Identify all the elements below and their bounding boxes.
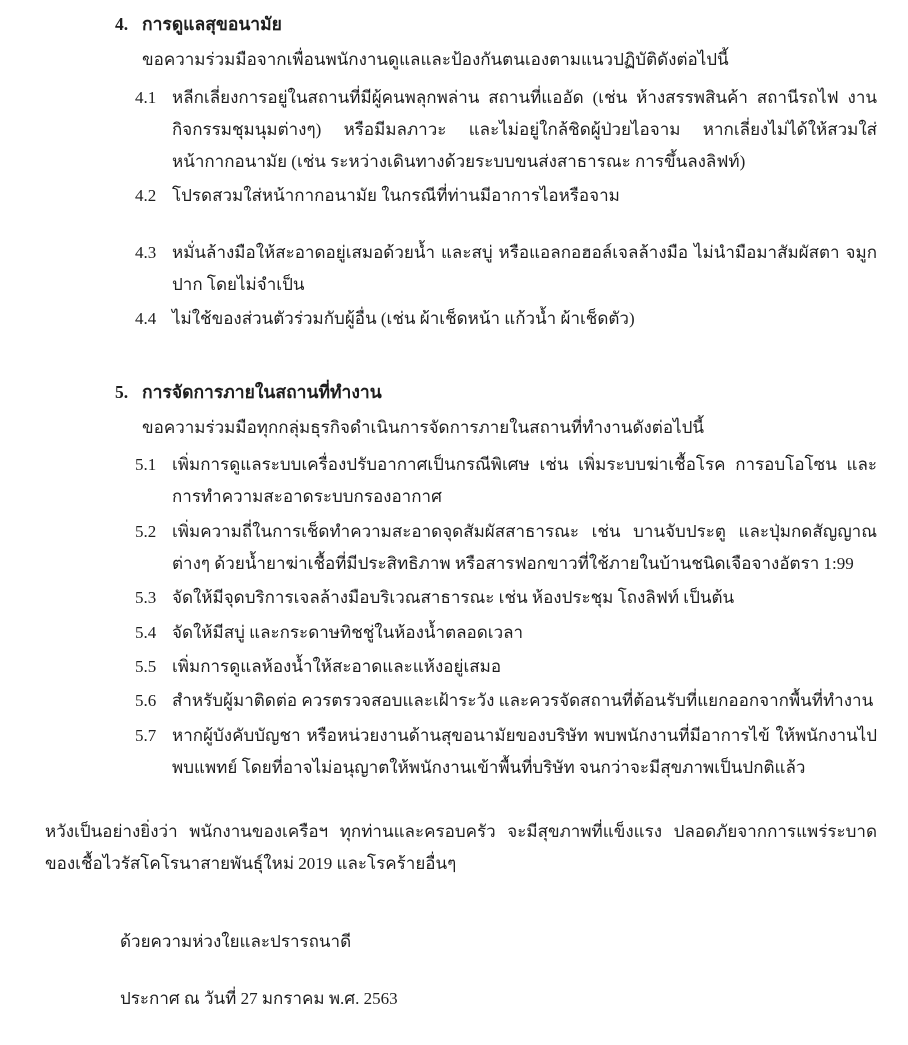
list-item-5-5 xyxy=(135,651,877,683)
item-text: ไม่ใช้ของส่วนตัวร่วมกับผู้อื่น (เช่น ผ้าเช็ดหน้า แก้วน้ำ ผ้าเช็ดตัว) xyxy=(172,309,635,329)
section-workplace-management xyxy=(0,376,877,785)
section-5-intro: ขอความร่วมมือทุกกลุ่มธุรกิจดำเนินการจัดการภายในสถานที่ทำงานดังต่อไปนี้ xyxy=(142,417,705,437)
section-health-hygiene xyxy=(0,8,877,336)
list-item-4-2 xyxy=(135,180,877,212)
item-text: หากผู้บังคับบัญชา หรือหน่วยงานด้านสุขอนามัยของบริษัท พบพนักงานที่มีอาการไข้ ให้พนักงานไปพบแพทย์ โดยที่อาจไม่อนุญาตให้พนักงานเข้าพื้นที่บริษัท จนกว่าจะมีสุขภาพเป็นปกติแล้ว xyxy=(172,725,877,777)
item-text: เพิ่มการดูแลห้องน้ำให้สะอาดและแห้งอยู่เสมอ xyxy=(172,656,502,676)
item-text: หมั่นล้างมือให้สะอาดอยู่เสมอด้วยน้ำ และสบู่ หรือแอลกอฮอล์เจลล้างมือ ไม่นำมือมาสัมผัสตา จมูก ปาก โดยไม่จำเป็น xyxy=(172,242,877,295)
item-text: สำหรับผู้มาติดต่อ ควรตรวจสอบและเฝ้าระวัง และควรจัดสถานที่ต้อนรับที่แยกออกจากพื้นที่ทำงาน xyxy=(172,691,874,711)
item-number: 5.6 xyxy=(135,691,157,711)
section-5-number: 5. xyxy=(115,381,129,402)
list-item-5-1 xyxy=(135,449,877,514)
closing-paragraph: หวังเป็นอย่างยิ่งว่า พนักงานของเครือฯ ทุกท่านและครอบครัว จะมีสุขภาพที่แข็งแรง ปลอดภัยจากการแพร่ระบาดของเชื้อไวรัสโคโรนาสายพันธุ์ใหม่ 2019 และโรคร้ายอื่นๆ xyxy=(45,822,877,874)
signoff-line: ด้วยความห่วงใยและปรารถนาดี xyxy=(120,931,352,951)
list-item-5-2 xyxy=(135,516,877,581)
section-4-intro: ขอความร่วมมือจากเพื่อนพนักงานดูแลและป้องกันตนเองตามแนวปฏิบัติดังต่อไปนี้ xyxy=(142,50,729,70)
section-4-title: การดูแลสุขอนามัย xyxy=(142,14,282,34)
announcement-date-line: ประกาศ ณ วันที่ 27 มกราคม พ.ศ. 2563 xyxy=(120,989,398,1009)
item-number: 5.2 xyxy=(135,521,157,541)
item-number: 4.1 xyxy=(135,87,157,107)
item-number: 4.3 xyxy=(135,242,157,262)
list-item-5-4 xyxy=(135,617,877,649)
section-4-items xyxy=(0,82,877,336)
section-5-title: การจัดการภายในสถานที่ทำงาน xyxy=(142,381,382,402)
list-item-4-4 xyxy=(135,303,877,335)
list-item-5-6 xyxy=(135,685,877,717)
item-text: หลีกเลี่ยงการอยู่ในสถานที่มีผู้คนพลุกพล่าน สถานที่แออัด (เช่น ห้างสรรพสินค้า สถานีรถไฟ งานกิจกรรมชุมนุมต่างๆ) หรือมีมลภาวะ และไม่อยู่ใกล้ชิดผู้ป่วยไอจาม หากเลี่ยงไม่ได้ให้สวมใส่หน้ากากอนามัย (เช่น ระหว่างเดินทางด้วยระบบขนส่งสาธารณะ การขึ้นลงลิฟท์) xyxy=(172,87,877,172)
item-number: 5.1 xyxy=(135,455,157,475)
list-item-5-3 xyxy=(135,582,877,614)
item-number: 4.2 xyxy=(135,186,157,206)
section-4-heading xyxy=(115,8,877,41)
item-text: เพิ่มการดูแลระบบเครื่องปรับอากาศเป็นกรณีพิเศษ เช่น เพิ่มระบบฆ่าเชื้อโรค การอบโอโซน และการทำความสะอาดระบบกรองอากาศ xyxy=(172,455,877,507)
section-4-number: 4. xyxy=(115,14,129,34)
item-number: 5.7 xyxy=(135,725,157,745)
item-number: 4.4 xyxy=(135,309,157,329)
item-text: จัดให้มีสบู่ และกระดาษทิชชู่ในห้องน้ำตลอดเวลา xyxy=(172,622,524,642)
item-text: โปรดสวมใส่หน้ากากอนามัย ในกรณีที่ท่านมีอาการไอหรือจาม xyxy=(172,186,620,206)
section-5-heading xyxy=(115,376,877,409)
item-text: จัดให้มีจุดบริการเจลล้างมือบริเวณสาธารณะ เช่น ห้องประชุม โถงลิฟท์ เป็นต้น xyxy=(172,588,735,608)
list-item-4-3 xyxy=(135,237,877,302)
item-number: 5.4 xyxy=(135,622,157,642)
item-text: เพิ่มความถี่ในการเช็ดทำความสะอาดจุดสัมผัสสาธารณะ เช่น บานจับประตู และปุ่มกดสัญญาณต่างๆ ด้วยน้ำยาฆ่าเชื้อที่มีประสิทธิภาพ หรือสารฟอกขาวที่ใช้ภายในบ้านชนิดเจือจางอัตรา 1:99 xyxy=(172,521,877,574)
list-item-5-7 xyxy=(135,720,877,785)
item-number: 5.3 xyxy=(135,588,157,608)
section-5-items xyxy=(0,449,877,784)
item-number: 5.5 xyxy=(135,656,157,676)
list-item-4-1 xyxy=(135,82,877,179)
